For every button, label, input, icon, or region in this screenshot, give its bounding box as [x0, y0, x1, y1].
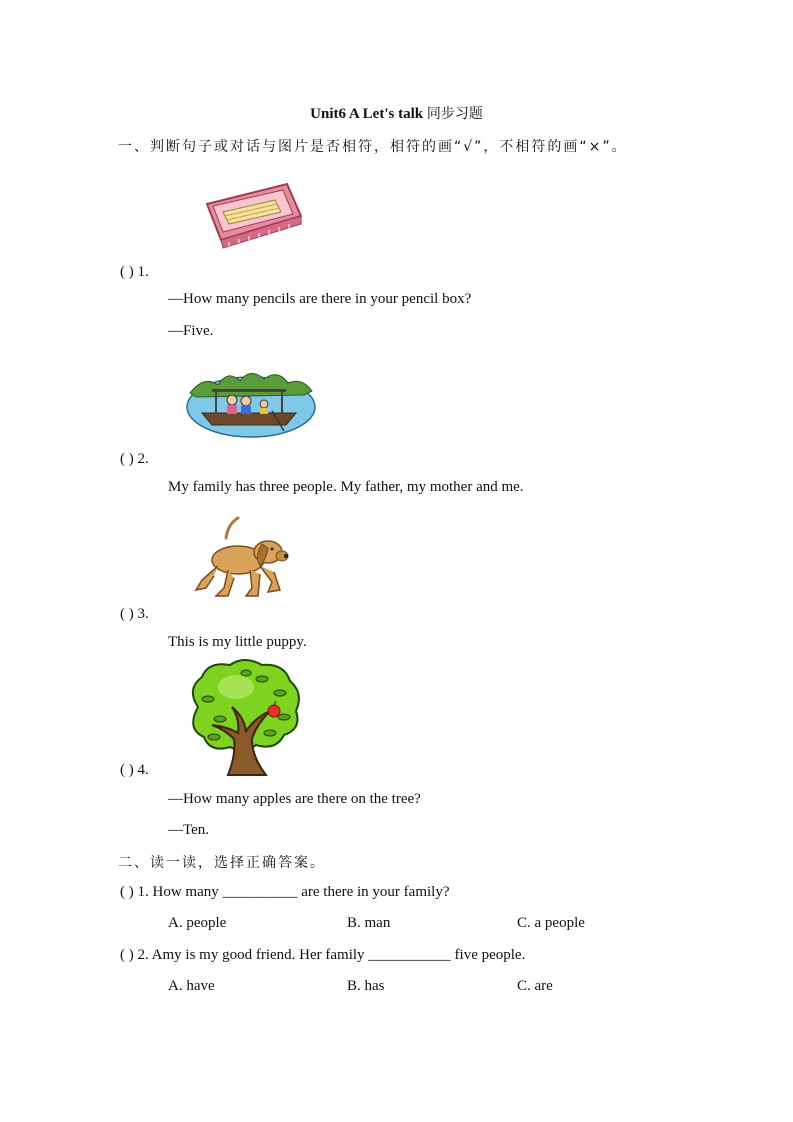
title-en: Unit6 A Let's talk: [310, 106, 424, 122]
puppy-image: [188, 516, 292, 602]
part2-q2-option-a: A. have: [168, 978, 215, 994]
part2-q1-option-b: B. man: [347, 915, 391, 931]
part1-item-1-label: ( ) 1.: [120, 264, 149, 280]
part2-q2-option-b: B. has: [347, 978, 385, 994]
part1-item-1-line-1: —How many pencils are there in your pencil box?: [168, 291, 472, 307]
part2-q2-option-c: C. are: [517, 978, 553, 994]
part2-heading: 二、读一读，选择正确答案。: [118, 855, 326, 871]
part1-item-1-line-2: —Five.: [168, 323, 214, 339]
part1-item-4-line-1: —How many apples are there on the tree?: [168, 791, 421, 807]
part1-item-4-line-2: —Ten.: [168, 822, 210, 838]
part1-item-2-label: ( ) 2.: [120, 451, 149, 467]
page-title: [0, 103, 793, 123]
part2-question-1: ( ) 1. How many __________ are there in your family?: [120, 884, 450, 900]
apple-tree-image: [184, 659, 304, 777]
part1-heading: 一、判断句子或对话与图片是否相符，相符的画“√”，不相符的画“×”。: [118, 139, 628, 155]
part2-q1-option-a: A. people: [168, 915, 227, 931]
part2-q1-option-c: C. a people: [517, 915, 585, 931]
pencil-box-image: [203, 182, 303, 252]
part1-item-3-label: ( ) 3.: [120, 606, 149, 622]
part1-item-4-label: ( ) 4.: [120, 762, 149, 778]
part1-item-3-line-1: This is my little puppy.: [168, 634, 307, 650]
part1-item-2-line-1: My family has three people. My father, my mother and me.: [168, 479, 524, 495]
family-boat-image: [184, 355, 318, 445]
title-cn: 同步习题: [426, 106, 483, 122]
part2-question-2: ( ) 2. Amy is my good friend. Her family ___________ five people.: [120, 947, 526, 963]
